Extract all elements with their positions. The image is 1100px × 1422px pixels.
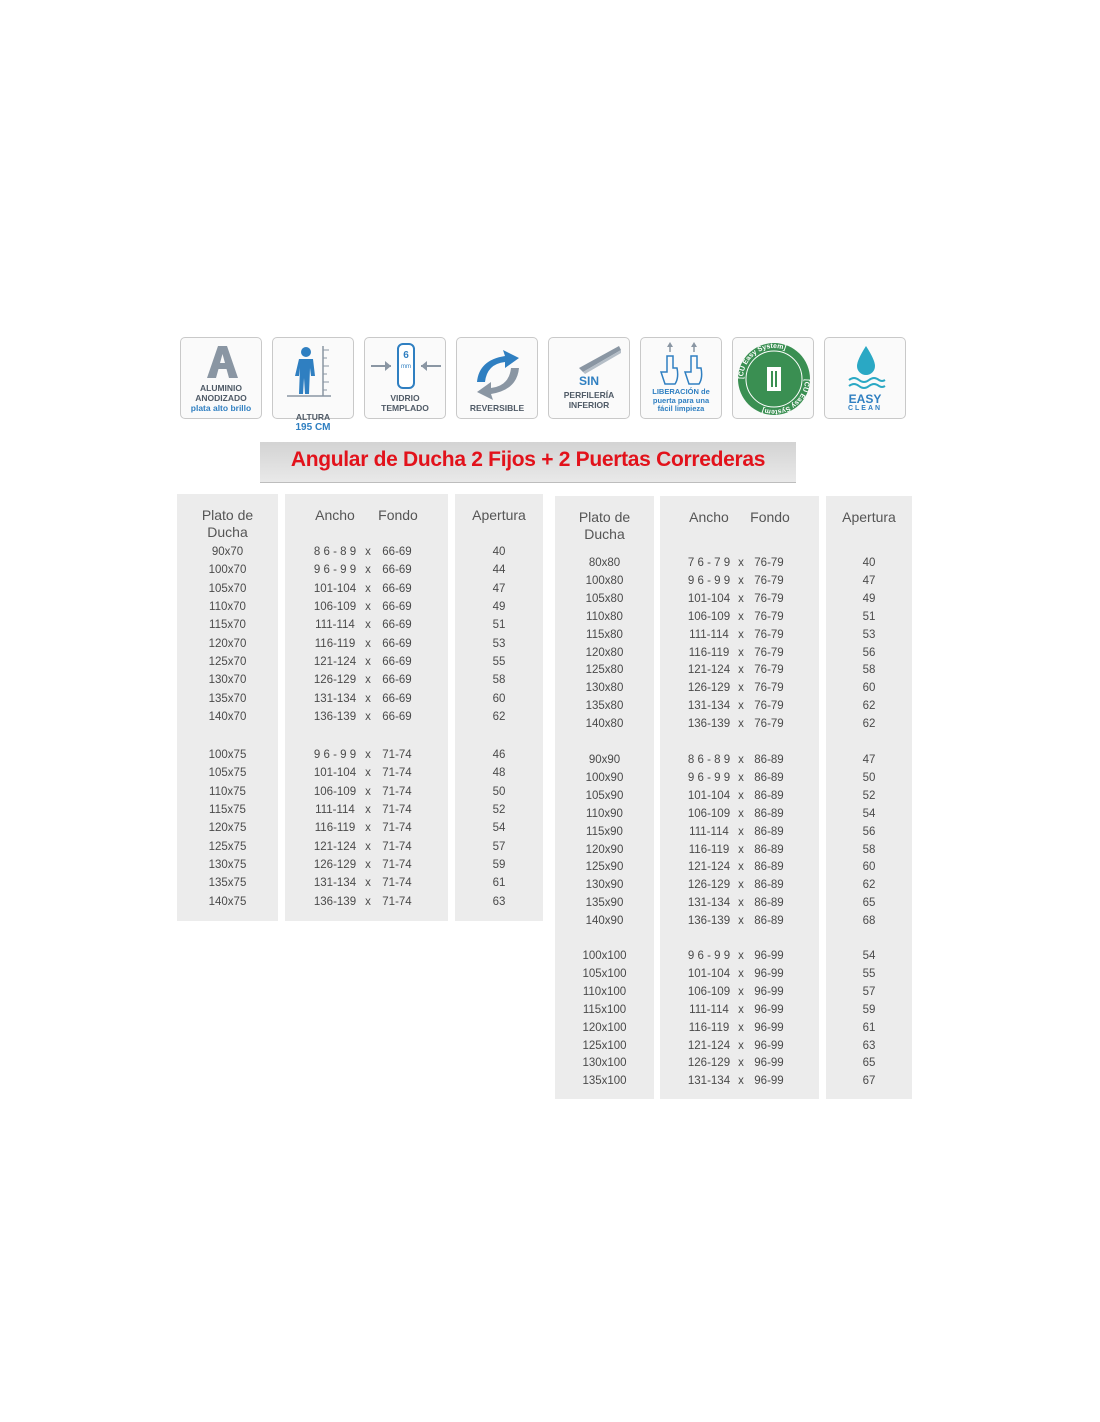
separator-cell: x [365,711,371,724]
apertura-cell: 61 [492,877,506,890]
ancho-cell: 121-124 [313,656,357,669]
ancho-cell: 131-134 [313,692,357,705]
separator-cell: x [738,771,744,784]
plato-cell: 105x90 [585,789,624,802]
ancho-cell: 126-129 [313,859,357,872]
separator-cell: x [365,822,371,835]
separator-cell: x [738,1039,744,1052]
fondo-cell: 66-69 [382,619,412,632]
fondo-cell: 86-89 [754,879,784,892]
table-row [0,554,1100,572]
plato-cell: 135x90 [585,897,624,910]
fondo-cell: 86-89 [754,825,784,838]
table-row [0,841,1100,859]
fondo-cell: 96-99 [754,1003,784,1016]
separator-cell: x [365,804,371,817]
table-row [0,644,1100,662]
page-title: Angular de Ducha 2 Fijos + 2 Puertas Correderas [290,448,766,471]
separator-cell: x [365,692,371,705]
table-row [0,572,1100,590]
separator-cell: x [365,601,371,614]
fondo-cell: 71-74 [382,822,412,835]
apertura-cell: 47 [862,754,876,766]
plato-cell: 115x70 [209,619,246,632]
separator-cell: x [738,628,744,641]
feature-sin-perfileria [548,337,630,419]
feature-liberacion [640,337,722,419]
plato-cell: 80x80 [588,557,621,569]
separator-cell: x [738,915,744,928]
separator-cell: x [738,682,744,695]
ancho-cell: 8 6 - 8 9 [687,754,731,766]
separator-cell: x [738,825,744,838]
fondo-cell: 86-89 [754,771,784,784]
plato-cell: 120x90 [585,843,624,856]
fondo-cell: 86-89 [754,789,784,802]
apertura-cell: 65 [862,897,876,910]
plato-cell: 130x80 [585,682,624,695]
fondo-cell: 66-69 [382,601,412,614]
plato-cell: 115x90 [586,825,623,838]
fondo-cell: 66-69 [382,564,412,577]
fondo-cell: 66-69 [382,692,412,705]
apertura-cell: 62 [862,718,876,731]
fondo-cell: 86-89 [754,861,784,874]
fondo-cell: 76-79 [754,682,784,695]
ancho-cell: 121-124 [687,1039,731,1052]
ancho-cell: 9 6 - 9 9 [687,950,731,962]
table-row [0,1054,1100,1072]
fondo-cell: 76-79 [754,628,784,641]
table-row [0,697,1100,715]
ancho-cell: 126-129 [687,682,731,695]
plato-cell: 100x90 [585,771,624,784]
apertura-cell: 51 [492,619,506,632]
plato-cell: 125x90 [585,861,624,874]
feature-easy-system [732,337,814,419]
ancho-cell: 106-109 [687,610,731,623]
seal-text-top: [CU Easy System] [737,342,787,380]
apertura-cell: 57 [862,985,876,998]
separator-cell: x [738,557,744,569]
plato-cell: 125x100 [582,1039,627,1052]
table-row [0,715,1100,733]
apertura-cell: 49 [492,601,506,614]
apertura-cell: 54 [862,950,876,962]
plato-cell: 110x80 [586,610,623,623]
fondo-cell: 76-79 [754,700,784,713]
table-row [0,751,1100,769]
plato-cell: 140x80 [585,718,624,731]
apertura-cell: 55 [492,656,506,669]
right-header-ancho: Ancho [689,509,729,525]
title-band [260,442,796,483]
plato-cell: 110x100 [582,985,627,998]
feature-vidrio [364,337,446,419]
apertura-cell: 62 [862,700,876,713]
plato-cell: 135x70 [208,692,247,705]
ancho-cell: 126-129 [687,879,731,892]
plato-cell: 120x80 [585,646,624,659]
fondo-cell: 96-99 [754,950,784,962]
apertura-cell: 57 [492,840,506,853]
separator-cell: x [738,700,744,713]
separator-cell: x [365,749,371,761]
separator-cell: x [738,718,744,731]
fondo-cell: 96-99 [754,967,784,980]
feature-vidrio-label: VIDRIO TEMPLADO [381,393,429,413]
ancho-cell: 136-139 [687,915,731,928]
apertura-cell: 49 [862,592,876,605]
fondo-cell: 96-99 [754,1021,784,1034]
left-header-apertura: Apertura [472,507,526,523]
plato-cell: 140x70 [208,711,247,724]
ancho-cell: 106-109 [313,785,357,798]
apertura-cell: 60 [862,861,876,874]
feature-altura-text: ALTURA [295,412,331,422]
separator-cell: x [365,877,371,890]
ancho-cell: 111-114 [689,628,729,641]
table-row [0,1037,1100,1055]
ancho-cell: 8 6 - 8 9 [313,546,357,558]
separator-cell: x [365,619,371,632]
plato-cell: 100x70 [208,564,247,577]
ancho-cell: 111-114 [689,825,729,838]
separator-cell: x [738,1057,744,1070]
table-row [0,894,1100,912]
table-row [0,1001,1100,1019]
ancho-cell: 121-124 [687,861,731,874]
separator-cell: x [738,950,744,962]
apertura-cell: 52 [862,789,876,802]
plato-cell: 125x75 [208,840,247,853]
table-row [0,661,1100,679]
plato-cell: 115x100 [582,1003,627,1016]
apertura-cell: 40 [492,546,506,558]
ancho-cell: 106-109 [687,807,731,820]
plato-cell: 115x75 [209,804,246,817]
ancho-cell: 111-114 [689,1003,729,1016]
fondo-cell: 66-69 [382,546,412,558]
ancho-cell: 116-119 [688,843,730,856]
plato-cell: 115x80 [586,628,623,641]
feature-aluminio-label: ALUMINIO ANODIZADO [195,383,247,403]
right-header-plato: Plato de Ducha [578,509,631,542]
ancho-cell: 116-119 [314,822,356,835]
plato-cell: 130x75 [208,859,247,872]
ancho-cell: 131-134 [687,897,731,910]
apertura-cell: 59 [862,1003,876,1016]
ancho-cell: 126-129 [687,1057,731,1070]
table-row [0,912,1100,930]
apertura-cell: 46 [492,749,506,761]
fondo-cell: 66-69 [382,637,412,650]
apertura-cell: 62 [862,879,876,892]
plato-cell: 130x90 [585,879,624,892]
separator-cell: x [738,664,744,677]
fondo-cell: 76-79 [754,664,784,677]
apertura-cell: 52 [492,804,506,817]
ancho-cell: 9 6 - 9 9 [687,574,731,587]
fondo-cell: 71-74 [382,785,412,798]
ancho-cell: 9 6 - 9 9 [313,564,357,577]
ancho-cell: 126-129 [313,674,357,687]
feature-clean-label: CLEAN [847,405,883,412]
apertura-cell: 47 [862,574,876,587]
table-row [0,858,1100,876]
apertura-cell: 50 [492,785,506,798]
plato-cell: 120x100 [582,1021,627,1034]
fondo-cell: 66-69 [382,656,412,669]
separator-cell: x [365,767,371,780]
plato-cell: 140x90 [585,915,624,928]
separator-cell: x [738,610,744,623]
apertura-cell: 44 [492,564,506,577]
plato-cell: 100x100 [582,950,627,962]
fondo-cell: 71-74 [382,859,412,872]
ancho-cell: 111-114 [315,804,355,817]
apertura-cell: 68 [862,915,876,928]
plato-cell: 105x80 [585,592,624,605]
left-header-ancho: Ancho [315,507,355,523]
ancho-cell: 106-109 [313,601,357,614]
ancho-cell: 131-134 [687,700,731,713]
separator-cell: x [738,897,744,910]
ancho-cell: 116-119 [314,637,356,650]
fondo-cell: 76-79 [754,718,784,731]
ancho-cell: 9 6 - 9 9 [313,749,357,761]
plato-cell: 110x75 [209,785,246,798]
separator-cell: x [365,637,371,650]
feature-reversible [456,337,538,419]
left-header-plato: Plato de Ducha [201,507,254,540]
fondo-cell: 66-69 [382,711,412,724]
ancho-cell: 101-104 [687,592,731,605]
plato-cell: 90x90 [588,754,621,766]
fondo-cell: 66-69 [382,674,412,687]
separator-cell: x [738,1003,744,1016]
fondo-cell: 66-69 [382,582,412,595]
table-row [0,769,1100,787]
ancho-cell: 136-139 [687,718,731,731]
fondo-cell: 86-89 [754,897,784,910]
feature-altura [272,337,354,433]
apertura-cell: 61 [862,1021,876,1034]
apertura-cell: 51 [862,610,876,623]
separator-cell: x [738,574,744,587]
feature-icons-row [180,337,910,433]
fondo-cell: 96-99 [754,1057,784,1070]
feature-aluminio-accent: plata alto brillo [190,403,252,413]
ancho-cell: 131-134 [687,1075,731,1088]
plato-cell: 120x70 [208,637,247,650]
separator-cell: x [365,859,371,872]
fondo-cell: 76-79 [754,646,784,659]
feature-easy-label: EASY [848,392,882,406]
apertura-cell: 53 [862,628,876,641]
feature-altura-value: 195 CM [295,422,331,433]
ancho-cell: 131-134 [313,877,357,890]
fondo-cell: 71-74 [382,877,412,890]
fondo-cell: 86-89 [754,807,784,820]
fondo-cell: 71-74 [382,749,412,761]
feature-sin-accent: SIN [578,374,599,388]
ancho-cell: 121-124 [687,664,731,677]
separator-cell: x [365,785,371,798]
feature-easy-clean [824,337,906,419]
apertura-cell: 48 [492,767,506,780]
glass-badge-unit: mm [401,364,411,370]
right-header-fondo: Fondo [750,509,790,525]
apertura-cell: 54 [492,822,506,835]
apertura-cell: 56 [862,646,876,659]
plato-cell: 100x75 [208,749,247,761]
apertura-cell: 53 [492,637,506,650]
apertura-cell: 50 [862,771,876,784]
separator-cell: x [365,582,371,595]
plato-cell: 105x100 [582,967,627,980]
apertura-cell: 58 [862,843,876,856]
feature-reversible-label: REVERSIBLE [469,403,525,413]
separator-cell: x [738,843,744,856]
apertura-cell: 58 [492,674,506,687]
fondo-cell: 71-74 [382,840,412,853]
apertura-cell: 58 [862,664,876,677]
ancho-cell: 106-109 [687,985,731,998]
feature-aluminio [180,337,262,419]
feature-altura-label [273,402,353,433]
table-row [0,608,1100,626]
fondo-cell: 76-79 [754,574,784,587]
table-row [0,626,1100,644]
plato-cell: 110x70 [209,601,246,614]
feature-liberacion-label: LIBERACIÓN de puerta para una fácil limpieza [652,387,710,413]
separator-cell: x [738,1021,744,1034]
apertura-cell: 59 [492,859,506,872]
separator-cell: x [738,646,744,659]
table-row [0,947,1100,965]
separator-cell: x [738,861,744,874]
separator-cell: x [738,789,744,802]
plato-cell: 120x75 [208,822,247,835]
fondo-cell: 71-74 [382,804,412,817]
separator-cell: x [365,895,371,908]
apertura-cell: 65 [862,1057,876,1070]
ancho-cell: 136-139 [313,895,357,908]
apertura-cell: 60 [862,682,876,695]
apertura-cell: 56 [862,825,876,838]
left-header-fondo: Fondo [378,507,418,523]
plato-cell: 130x70 [208,674,247,687]
fondo-cell: 96-99 [754,1075,784,1088]
plato-cell: 105x70 [208,582,247,595]
ancho-cell: 121-124 [313,840,357,853]
table-row [0,679,1100,697]
glass-badge-number: 6 [403,350,409,361]
apertura-cell: 62 [492,711,506,724]
fondo-cell: 76-79 [754,610,784,623]
table-row [0,590,1100,608]
feature-sin-label: PERFILERÍA INFERIOR [563,390,615,410]
ancho-cell: 111-114 [315,619,355,632]
fondo-cell: 86-89 [754,843,784,856]
separator-cell: x [738,879,744,892]
ancho-cell: 7 6 - 7 9 [687,557,731,569]
plato-cell: 110x90 [586,807,623,820]
table-row [0,965,1100,983]
ancho-cell: 101-104 [313,767,357,780]
separator-cell: x [365,546,371,558]
ancho-cell: 9 6 - 9 9 [687,771,731,784]
separator-cell: x [738,807,744,820]
fondo-cell: 76-79 [754,592,784,605]
separator-cell: x [738,754,744,766]
separator-cell: x [365,656,371,669]
apertura-cell: 63 [862,1039,876,1052]
fondo-cell: 96-99 [754,1039,784,1052]
plato-cell: 105x75 [208,767,247,780]
apertura-cell: 40 [862,557,876,569]
plato-cell: 135x80 [585,700,624,713]
easy-system-seal-icon [733,338,815,420]
fondo-cell: 86-89 [754,915,784,928]
plato-cell: 90x70 [211,546,244,558]
ancho-cell: 101-104 [313,582,357,595]
fondo-cell: 96-99 [754,985,784,998]
ancho-cell: 101-104 [687,967,731,980]
separator-cell: x [738,1075,744,1088]
separator-cell: x [738,967,744,980]
ancho-cell: 136-139 [313,711,357,724]
ancho-cell: 116-119 [688,646,730,659]
ancho-cell: 116-119 [688,1021,730,1034]
separator-cell: x [738,985,744,998]
table-row [0,805,1100,823]
table-row [0,876,1100,894]
table-row [0,1019,1100,1037]
table-row [0,823,1100,841]
apertura-cell: 55 [862,967,876,980]
ancho-cell: 101-104 [687,789,731,802]
apertura-cell: 60 [492,692,506,705]
table-row [0,787,1100,805]
fondo-cell: 71-74 [382,767,412,780]
fondo-cell: 71-74 [382,895,412,908]
separator-cell: x [738,592,744,605]
apertura-cell: 54 [862,807,876,820]
plato-cell: 140x75 [208,895,247,908]
separator-cell: x [365,674,371,687]
plato-cell: 125x80 [585,664,624,677]
plato-cell: 125x70 [208,656,247,669]
table-row [0,1072,1100,1090]
fondo-cell: 76-79 [754,557,784,569]
separator-cell: x [365,840,371,853]
separator-cell: x [365,564,371,577]
apertura-cell: 63 [492,895,506,908]
apertura-cell: 67 [862,1075,876,1088]
plato-cell: 100x80 [585,574,624,587]
plato-cell: 135x75 [208,877,247,890]
seal-text-bottom: [CU Easy System] [761,378,811,416]
table-row [0,983,1100,1001]
fondo-cell: 86-89 [754,754,784,766]
apertura-cell: 47 [492,582,506,595]
right-header-apertura: Apertura [842,509,896,525]
plato-cell: 130x100 [582,1057,627,1070]
plato-cell: 135x100 [582,1075,627,1088]
